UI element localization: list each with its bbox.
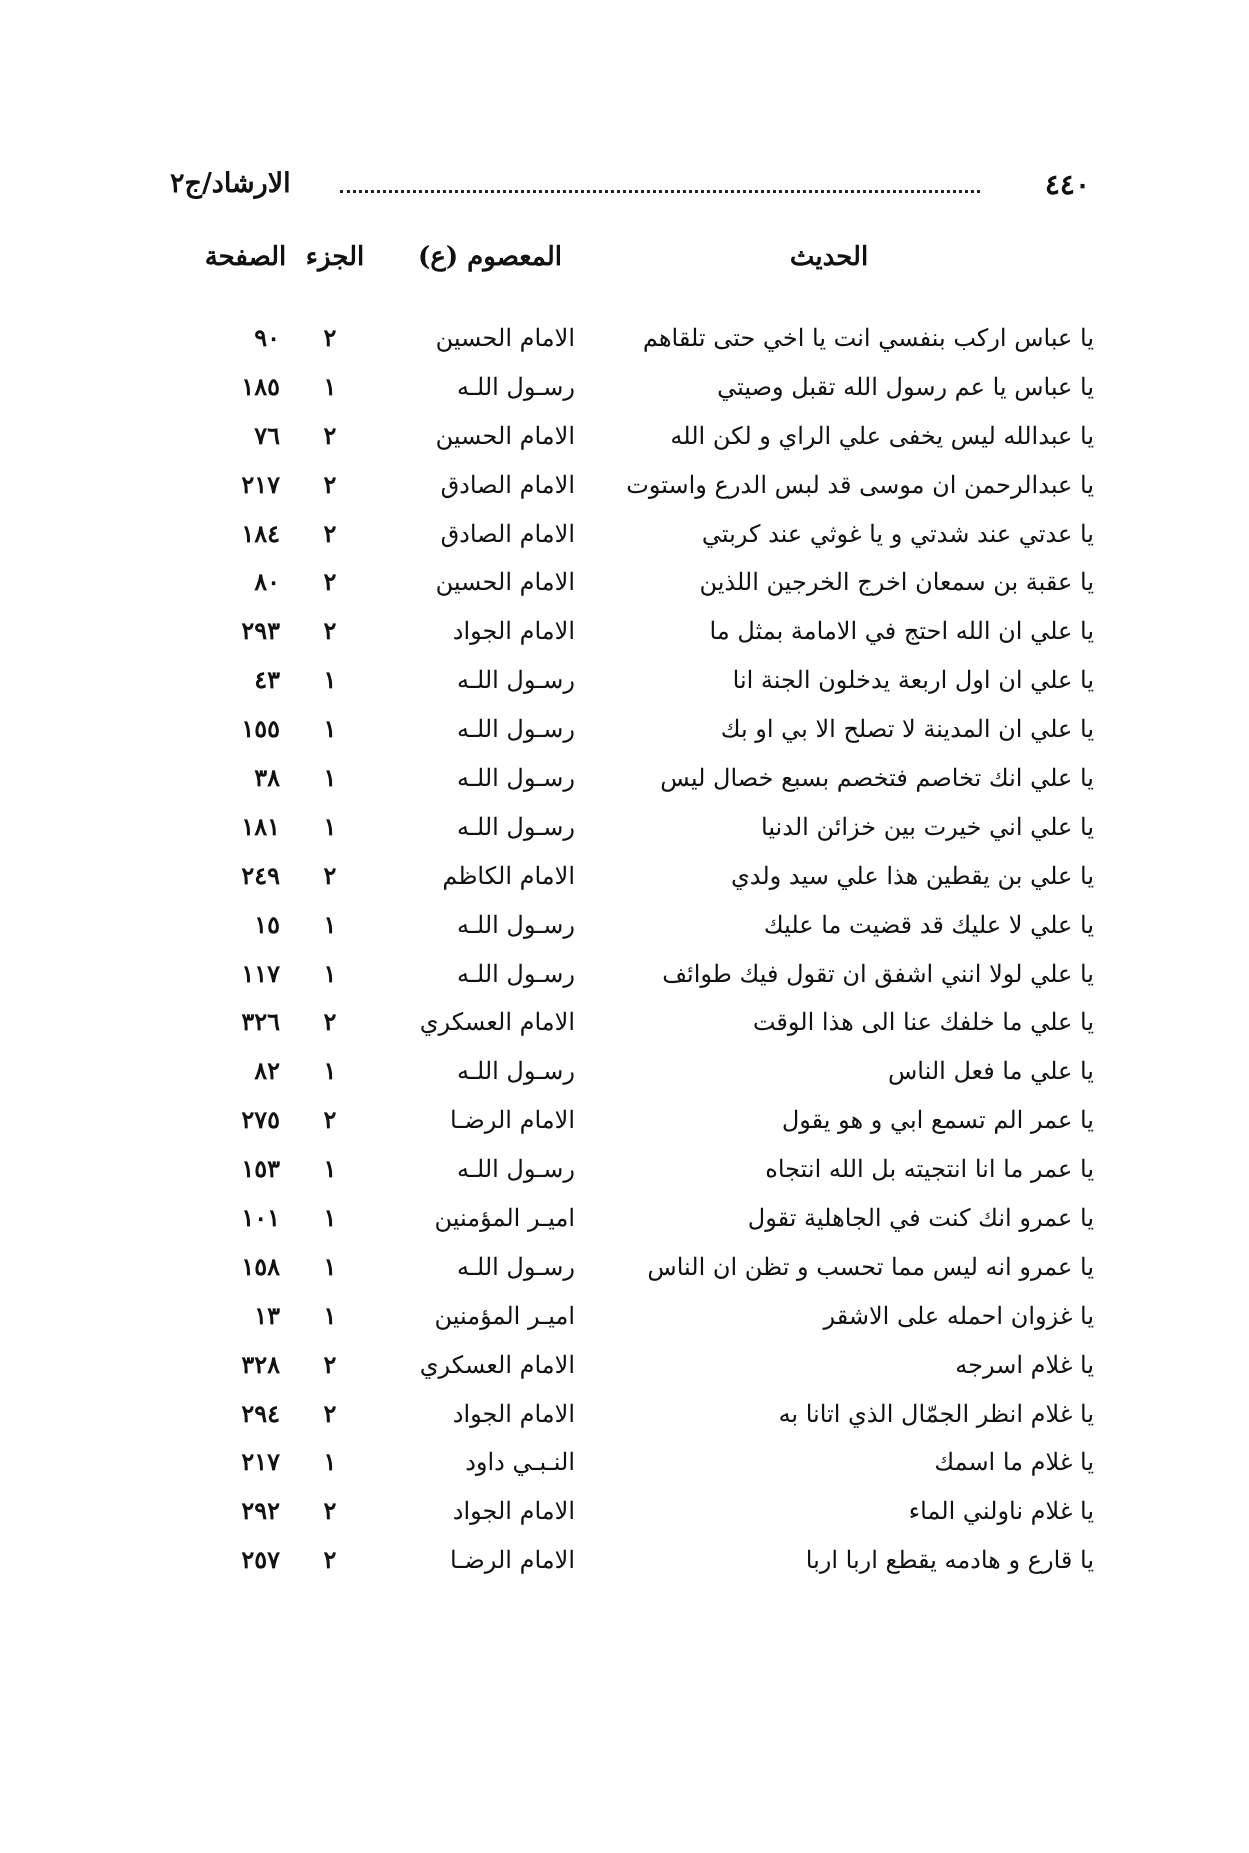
index-row xyxy=(0,1149,1249,1198)
index-row xyxy=(0,758,1249,807)
index-row xyxy=(0,660,1249,709)
masum-name: اميـر المؤمنين xyxy=(434,1204,575,1233)
hadith-text: يا علي بن يقطين هذا علي سيد ولدي xyxy=(730,861,1094,890)
hadith-text: يا قارع و هادمه يقطع اربا اربا xyxy=(805,1546,1094,1575)
masum-name: رسـول اللـه xyxy=(456,715,575,744)
masum-name: الامام الحسين xyxy=(435,568,575,597)
juz-number: ٢ xyxy=(323,616,337,646)
page-ref: ٢٧٥ xyxy=(241,1105,280,1135)
index-row xyxy=(0,1394,1249,1443)
page-ref: ٢١٧ xyxy=(241,469,280,499)
juz-number: ١ xyxy=(323,665,337,695)
index-row xyxy=(0,1540,1249,1589)
index-row xyxy=(0,709,1249,758)
page-ref: ١٨١ xyxy=(241,811,280,841)
hadith-text: يا علي ان اول اربعة يدخلون الجنة انا xyxy=(732,666,1094,695)
masum-name: رسـول اللـه xyxy=(456,764,575,793)
hadith-text: يا علي اني خيرت بين خزائن الدنيا xyxy=(761,812,1094,841)
hadith-text: يا عباس اركب بنفسي انت يا اخي حتى تلقاهم xyxy=(642,324,1094,352)
page-ref: ٣٢٨ xyxy=(241,1349,280,1379)
index-row xyxy=(0,807,1249,856)
masum-name: رسـول اللـه xyxy=(456,959,575,988)
juz-number: ١ xyxy=(323,1251,337,1281)
juz-number: ٢ xyxy=(323,420,337,450)
masum-name: الامام الحسين xyxy=(435,421,575,450)
masum-name: الامام العسكري xyxy=(419,1350,575,1379)
juz-number: ١ xyxy=(323,1203,337,1233)
hadith-text: يا عبدالرحمن ان موسى قد لبس الدرع واستوت xyxy=(626,470,1094,499)
juz-number: ٢ xyxy=(323,860,337,890)
page-ref: ٨٢ xyxy=(254,1056,280,1086)
juz-number: ٢ xyxy=(323,518,337,548)
masum-name: الامام الصادق xyxy=(440,470,575,499)
page-ref: ٢١٧ xyxy=(241,1447,280,1477)
masum-name: رسـول اللـه xyxy=(456,1057,575,1086)
index-row xyxy=(0,465,1249,514)
masum-name: الامام الصادق xyxy=(440,519,575,548)
page-ref: ٧٦ xyxy=(254,420,280,450)
juz-number: ١ xyxy=(323,1056,337,1086)
juz-number: ١ xyxy=(323,763,337,793)
column-header-juz: الجزء xyxy=(305,242,365,272)
page-ref: ١٨٤ xyxy=(241,518,280,548)
hadith-text: يا علي انك تخاصم فتخصم بسبع خصال ليس xyxy=(660,764,1094,793)
page-ref: ٤٣ xyxy=(254,665,280,695)
page-ref: ٣٨ xyxy=(254,763,280,793)
index-row xyxy=(0,1051,1249,1100)
index-row xyxy=(0,954,1249,1003)
hadith-text: يا علي لولا انني اشفق ان تقول فيك طوائف xyxy=(662,959,1094,988)
masum-name: رسـول اللـه xyxy=(456,1252,575,1281)
hadith-text: يا عبدالله ليس يخفى علي الراي و لكن الله xyxy=(670,421,1094,450)
masum-name: الامام الحسين xyxy=(435,324,575,352)
hadith-text: يا علي ما فعل الناس xyxy=(887,1057,1094,1086)
index-row xyxy=(0,562,1249,611)
page-ref: ١٨٥ xyxy=(241,371,280,401)
index-table xyxy=(0,318,1249,1618)
masum-name: رسـول اللـه xyxy=(456,910,575,939)
page-ref: ١٥٥ xyxy=(241,714,280,744)
page-ref: ١٠١ xyxy=(241,1203,280,1233)
index-row xyxy=(0,1296,1249,1345)
index-row xyxy=(0,1100,1249,1149)
hadith-text: يا عمر الم تسمع ابي و هو يقول xyxy=(781,1106,1094,1135)
page-ref: ٢٥٧ xyxy=(241,1545,280,1575)
page-ref: ٣٢٦ xyxy=(241,1007,280,1037)
hadith-text: يا عقبة بن سمعان اخرج الخرجين اللذين xyxy=(699,568,1094,597)
hadith-text: يا عباس يا عم رسول الله تقبل وصيتي xyxy=(717,372,1094,401)
page-ref: ١٣ xyxy=(254,1300,280,1330)
juz-number: ١ xyxy=(323,1300,337,1330)
masum-name: الامام العسكري xyxy=(419,1008,575,1037)
running-title: الارشاد/ج٢ xyxy=(170,168,291,199)
juz-number: ٢ xyxy=(323,323,337,352)
page-number: ٤٤٠ xyxy=(1044,168,1090,201)
hadith-text: يا عمرو انه ليس مما تحسب و تظن ان الناس xyxy=(647,1252,1094,1281)
hadith-text: يا علي ما خلفك عنا الى هذا الوقت xyxy=(752,1008,1094,1037)
hadith-text: يا غزوان احمله على الاشقر xyxy=(823,1301,1094,1330)
hadith-text: يا علي ان الله احتج في الامامة بمثل ما xyxy=(709,617,1094,646)
juz-number: ٢ xyxy=(323,1105,337,1135)
masum-name: رسـول اللـه xyxy=(456,372,575,401)
juz-number: ١ xyxy=(323,1154,337,1184)
hadith-text: يا غلام انظر الجمّال الذي اتانا به xyxy=(778,1399,1094,1428)
page-ref: ٩٠ xyxy=(254,323,280,352)
index-row xyxy=(0,905,1249,954)
index-row xyxy=(0,318,1249,367)
index-row xyxy=(0,1198,1249,1247)
masum-name: الامام الرضـا xyxy=(450,1546,575,1575)
juz-number: ١ xyxy=(323,371,337,401)
page-ref: ٢٩٢ xyxy=(241,1496,280,1526)
juz-number: ١ xyxy=(323,909,337,939)
juz-number: ٢ xyxy=(323,1398,337,1428)
masum-name: الامام الجواد xyxy=(452,617,575,646)
index-row xyxy=(0,1247,1249,1296)
index-row xyxy=(0,611,1249,660)
column-header-hadith: الحديث xyxy=(789,242,869,272)
page-ref: ٨٠ xyxy=(254,567,280,597)
hadith-text: يا علي ان المدينة لا تصلح الا بي او بك xyxy=(720,715,1094,744)
index-row xyxy=(0,1491,1249,1540)
index-row xyxy=(0,1442,1249,1491)
juz-number: ٢ xyxy=(323,469,337,499)
juz-number: ٢ xyxy=(323,1349,337,1379)
hadith-text: يا عمرو انك كنت في الجاهلية تقول xyxy=(747,1204,1094,1233)
column-header-masum: المعصوم (ع) xyxy=(418,242,562,272)
masum-name: رسـول اللـه xyxy=(456,1155,575,1184)
page-ref: ٢٩٤ xyxy=(241,1398,280,1428)
index-row xyxy=(0,1002,1249,1051)
running-header xyxy=(170,168,1090,212)
hadith-text: يا عمر ما انا انتجيته بل الله انتجاه xyxy=(765,1155,1094,1184)
page-ref: ١٥٣ xyxy=(241,1154,280,1184)
index-row xyxy=(0,1345,1249,1394)
index-row xyxy=(0,856,1249,905)
juz-number: ٢ xyxy=(323,1496,337,1526)
hadith-text: يا غلام ما اسمك xyxy=(934,1448,1094,1477)
page-ref: ١٥ xyxy=(254,909,280,939)
juz-number: ٢ xyxy=(323,567,337,597)
index-row xyxy=(0,367,1249,416)
hadith-text: يا غلام ناولني الماء xyxy=(908,1497,1094,1526)
page-ref: ١١٧ xyxy=(241,958,280,988)
masum-name: النـبـي داود xyxy=(465,1448,575,1477)
juz-number: ٢ xyxy=(323,1545,337,1575)
juz-number: ٢ xyxy=(323,1007,337,1037)
page-ref: ٢٩٣ xyxy=(241,616,280,646)
hadith-text: يا غلام اسرجه xyxy=(955,1350,1094,1379)
masum-name: الامام الجواد xyxy=(452,1399,575,1428)
masum-name: اميـر المؤمنين xyxy=(434,1301,575,1330)
masum-name: رسـول اللـه xyxy=(456,666,575,695)
masum-name: الامام الجواد xyxy=(452,1497,575,1526)
hadith-text: يا علي لا عليك قد قضيت ما عليك xyxy=(763,910,1094,939)
masum-name: الامام الكاظم xyxy=(442,861,575,890)
masum-name: رسـول اللـه xyxy=(456,812,575,841)
juz-number: ١ xyxy=(323,958,337,988)
juz-number: ١ xyxy=(323,714,337,744)
page-ref: ٢٤٩ xyxy=(241,860,280,890)
hadith-text: يا عدتي عند شدتي و يا غوثي عند كربتي xyxy=(701,519,1094,548)
page-ref: ١٥٨ xyxy=(241,1251,280,1281)
juz-number: ١ xyxy=(323,811,337,841)
index-row xyxy=(0,416,1249,465)
masum-name: الامام الرضـا xyxy=(450,1106,575,1135)
column-header-safha: الصفحة xyxy=(204,242,287,272)
juz-number: ١ xyxy=(323,1447,337,1477)
column-header-row xyxy=(0,242,1249,286)
index-row xyxy=(0,514,1249,563)
leader-dots xyxy=(340,190,980,193)
